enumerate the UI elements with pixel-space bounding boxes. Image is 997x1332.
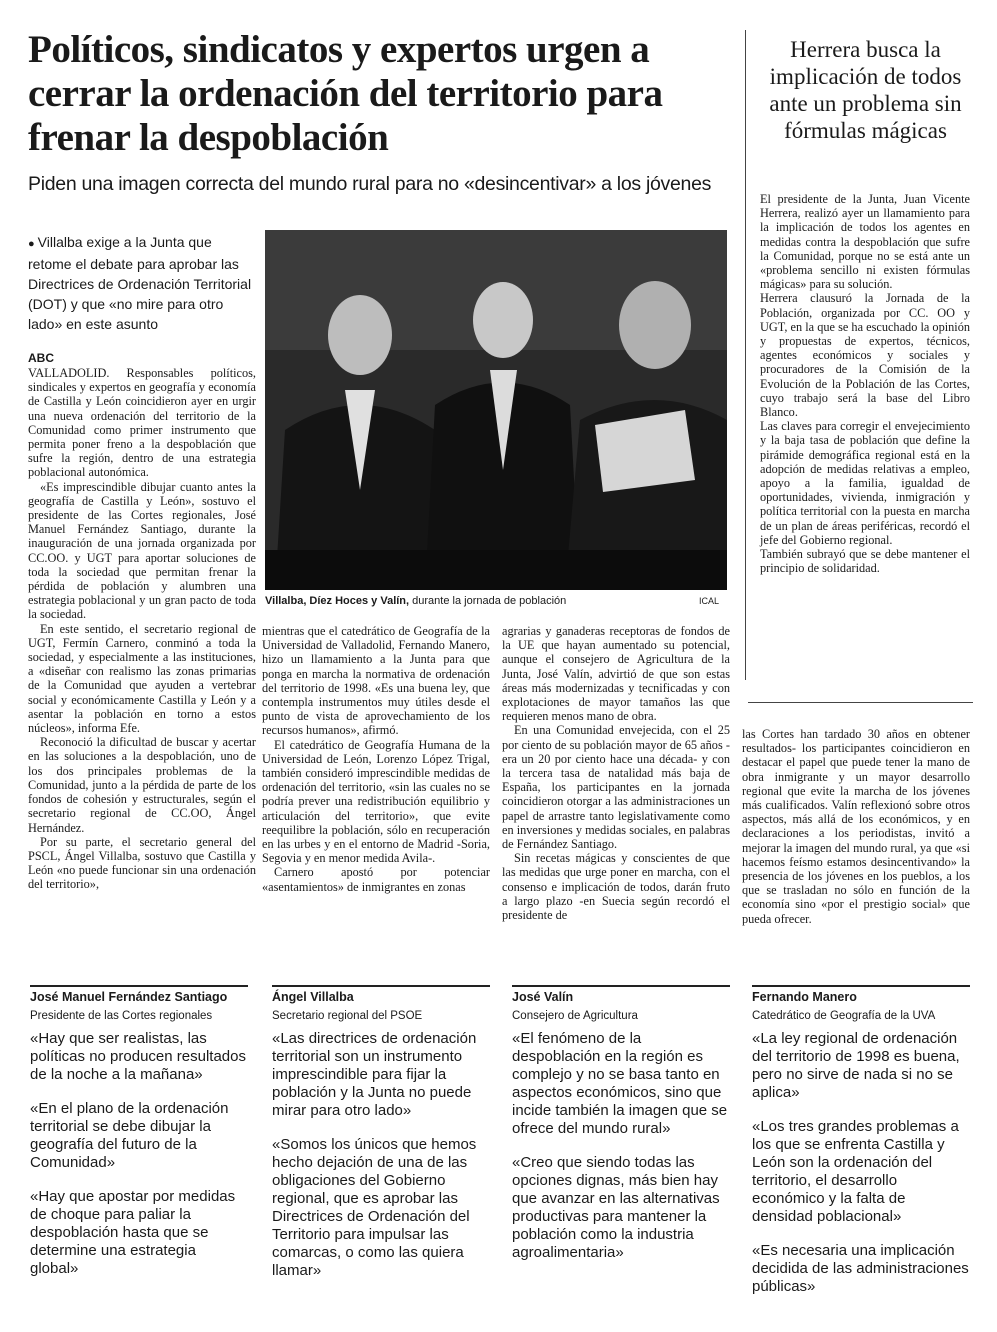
sidebar-paragraph: También subrayó que se debe mantener el principio de solidaridad. bbox=[760, 547, 970, 576]
sidebar-paragraph: Herrera clausuró la Jornada de la Población, organizada por CC. OO y UGT, en la que se ha escuchado la opinión y propuestas de expertos, técnicos, agentes económicos y sociales y procuradores de la Comisión de la Evolución de la Población de las Cortes, cuyo trabajo será la base del Libro Blanco. bbox=[760, 291, 970, 420]
photo-illustration bbox=[265, 230, 727, 590]
photo-caption bbox=[265, 594, 727, 608]
quote-speaker-name: Ángel Villalba bbox=[272, 985, 490, 1006]
caption-names: Villalba, Díez Hoces y Valín, bbox=[265, 595, 410, 607]
sidebar-paragraph: Las claves para corregir el envejecimiento y la baja tasa de población que define la pirámide demográfica regional está en la adopción de medidas relativas a empleo, apoyo a la familia, igualdad de oportunidades, vivienda, inmigración y política territorial con la puesta en marcha de un plan de áreas periféricas, recordó el jefe del Gobierno regional. bbox=[760, 419, 970, 547]
body-paragraph: agrarias y ganaderas receptoras de fondos de la UE que hayan aumentado su potencial, aunque el consejero de Agricultura de la Junta, José Valín, advirtió de que son estas áreas más modernizadas y tecnificadas y con explotaciones de mayor tamaños las que requieren menos mano de obra. bbox=[502, 624, 730, 724]
quote-text: «Hay que ser realistas, las políticas no producen resultados de la noche a la mañana» bbox=[30, 1030, 246, 1083]
body-paragraph: las Cortes han tardado 30 años en obtener resultados- los participantes coincidieron en destacar el papel que puede tener la mano de obra inmigrante y un mayor desarrollo regional que evite la marcha de los jóvenes más cualificados. Valín reflexionó sobre otros aspectos, más allá de los económicos, y en declaraciones a los periodistas, invitó a mejorar la imagen del mundo rural, ya que «si hacemos feísmo estamos desincentivando» la presencia de los jóvenes en los pueblos, a los que se trasladan no sólo en función de la economía sino «por el prestigio social» que pueda ofrecer. bbox=[742, 727, 970, 926]
quote-speaker-role: Secretario regional del PSOE bbox=[272, 1010, 423, 1022]
body-paragraph: VALLADOLID. Responsables políticos, sindicales y expertos en geografía y economía de Castilla y León coincidieron ayer en urgir una nueva ordenación del territorio de la Comunidad como primer instrumento que permita poner freno a la despoblación que sufre la región, dentro de una estrategia poblacional autonómica. bbox=[28, 366, 256, 480]
quote-text: «Somos los únicos que hemos hecho dejación de una de las obligaciones del Gobierno regional, que es aprobar las Directrices de Ordenación del Territorio para impulsar las comarcas, o como las quiera llamar» bbox=[272, 1136, 477, 1279]
quote-speaker-role: Presidente de las Cortes regionales bbox=[30, 1010, 213, 1022]
headline: Políticos, sindicatos y expertos urgen a cerrar la ordenación del territorio para frenar la despoblación bbox=[28, 28, 663, 159]
body-column-4 bbox=[742, 727, 970, 926]
photo-credit: ICAL bbox=[698, 596, 719, 606]
body-column-2 bbox=[262, 624, 490, 894]
quote-speaker-role: Consejero de Agricultura bbox=[512, 1010, 638, 1022]
quote-box-2 bbox=[272, 985, 490, 1296]
subheadline: Piden una imagen correcta del mundo rural para no «desincentivar» a los jóvenes bbox=[28, 173, 712, 195]
quote-text: «Los tres grandes problemas a los que se enfrenta Castilla y León son la ordenación del territorio, el desarrollo económico y la falta de densidad poblacional» bbox=[752, 1118, 959, 1225]
quote-speaker-name: José Manuel Fernández Santiago bbox=[30, 985, 248, 1006]
body-paragraph: Sin recetas mágicas y conscientes de que las medidas que urge poner en marcha, con el consenso e implicación de todos, darán fruto a largo plazo -en Suecia según recordó el presidente de bbox=[502, 851, 730, 923]
quote-text: «Las directrices de ordenación territorial son un instrumento imprescindible para fijar la población y la Junta no puede mirar para otro lado» bbox=[272, 1030, 477, 1119]
caption-text: durante la jornada de población bbox=[409, 595, 567, 607]
summary-text: Villalba exige a la Junta que retome el debate para aprobar las Directrices de Ordenación Territorial (DOT) y que «no mire para otro lado» en este asunto bbox=[28, 234, 252, 332]
sidebar-paragraph: El presidente de la Junta, Juan Vicente Herrera, realizó ayer un llamamiento para la implicación de todos los agentes en medidas contra la despoblación que sufre la Comunidad, porque no se está ante un «problema sencillo ni existen fórmulas mágicas» para su solución. bbox=[760, 192, 970, 292]
bullet-icon: ● bbox=[28, 238, 35, 250]
sidebar-divider bbox=[745, 30, 746, 680]
quote-text: «En el plano de la ordenación territorial se debe dibujar la geografía del futuro de la Comunidad» bbox=[30, 1100, 229, 1171]
quote-box-4 bbox=[752, 985, 970, 1312]
body-paragraph: Carnero apostó por potenciar «asentamientos» de inmigrantes en zonas bbox=[262, 865, 490, 894]
quote-speaker-name: José Valín bbox=[512, 985, 730, 1006]
quote-box-3 bbox=[512, 985, 730, 1278]
body-paragraph: En este sentido, el secretario regional de UGT, Fermín Carnero, conminó a toda la sociedad, y especialmente a las instituciones, a «diseñar con realismo las zonas primarias de la Comunidad que ayuden a vertebrar social y económicamente Castilla y León y a asentar la población en torno a estos núcleos», informa Efe. bbox=[28, 621, 256, 736]
body-column-1 bbox=[28, 366, 256, 892]
quote-box-1 bbox=[30, 985, 248, 1294]
body-paragraph: Reconoció la dificultad de buscar y acertar en las soluciones a la despoblación, uno de los dos principales problemas de la Comunidad, junto a la pérdida de parte de los fondos de cohesión y estructurales, según el secretario regional de CC.OO, Ángel Hernández. bbox=[28, 735, 256, 835]
sidebar-title: Herrera busca la implicación de todos ante un problema sin fórmulas mágicas bbox=[769, 37, 962, 143]
quote-text: «Hay que apostar por medidas de choque para paliar la despoblación hasta que se determine una estrategia global» bbox=[30, 1188, 236, 1277]
sidebar-body bbox=[760, 192, 970, 575]
quote-speaker-name: Fernando Manero bbox=[752, 985, 970, 1006]
body-paragraph: Por su parte, el secretario general del PSCL, Ángel Villalba, sostuvo que Castilla y León «no puede funcionar sin una ordenación del territorio», bbox=[28, 834, 256, 892]
sidebar-bottom-rule bbox=[748, 702, 973, 703]
quote-text: «Es necesaria una implicación decidida de las administraciones públicas» bbox=[752, 1242, 969, 1295]
byline: ABC bbox=[28, 351, 54, 365]
body-paragraph: En una Comunidad envejecida, con el 25 por ciento de su población mayor de 65 años -era un 20 por ciento hace una década- y con la tercera tasa de natalidad más baja de España, los participantes en la jornada coincidieron otorgar a las administraciones un papel de arrastre tanto legislativamente como en inversiones y medidas sociales, en palabras de Fernández Santiago. bbox=[502, 723, 730, 852]
quote-text: «Creo que siendo todas las opciones dignas, más bien hay que avanzar en las alternativas productivas para mantener la población como la industria agroalimentaria» bbox=[512, 1154, 720, 1261]
summary bbox=[28, 232, 258, 334]
quote-text: «El fenómeno de la despoblación en la región es complejo y no se basa tanto en aspectos económicos, sino que incide también la imagen que se ofrece del mundo rural» bbox=[512, 1030, 728, 1137]
body-paragraph: mientras que el catedrático de Geografía de la Universidad de Valladolid, Fernando Manero, hizo un llamamiento a la Junta para que ponga en marcha la normativa de ordenación del territorio de 1998. «Es una buena ley, que contempla instrumentos muy útiles desde el punto de vista de aprovechamiento de los recursos humanos», afirmó. bbox=[262, 624, 490, 738]
body-column-3 bbox=[502, 624, 730, 922]
quote-speaker-role: Catedrático de Geografía de la UVA bbox=[752, 1010, 936, 1022]
body-paragraph: «Es imprescindible dibujar cuanto antes la geografía de Castilla y León», sostuvo el presidente de las Cortes regionales, José Manuel Fernández Santiago, durante la inauguración de una jornada organizada por CC.OO. y UGT para aportar soluciones de toda la sociedad que permitan frenar la pérdida de población y alumbren una estrategia poblacional y un gran pacto de toda la sociedad. bbox=[28, 479, 256, 622]
article-photo bbox=[265, 230, 727, 590]
body-paragraph: El catedrático de Geografía Humana de la Universidad de León, Lorenzo López Trigal, también consideró imprescindible medidas de ordenación del territorio, «sin las cuales no se podría prever una redistribución equilibrio y articulación del territorio», que evite reequilibre la población, sólo en recuperación en las urbes y en el entorno de Madrid -Soria, Segovia y en menor medida Avila-. bbox=[262, 737, 490, 866]
quote-text: «La ley regional de ordenación del territorio de 1998 es buena, pero no sirve de nada si no se aplica» bbox=[752, 1030, 960, 1101]
